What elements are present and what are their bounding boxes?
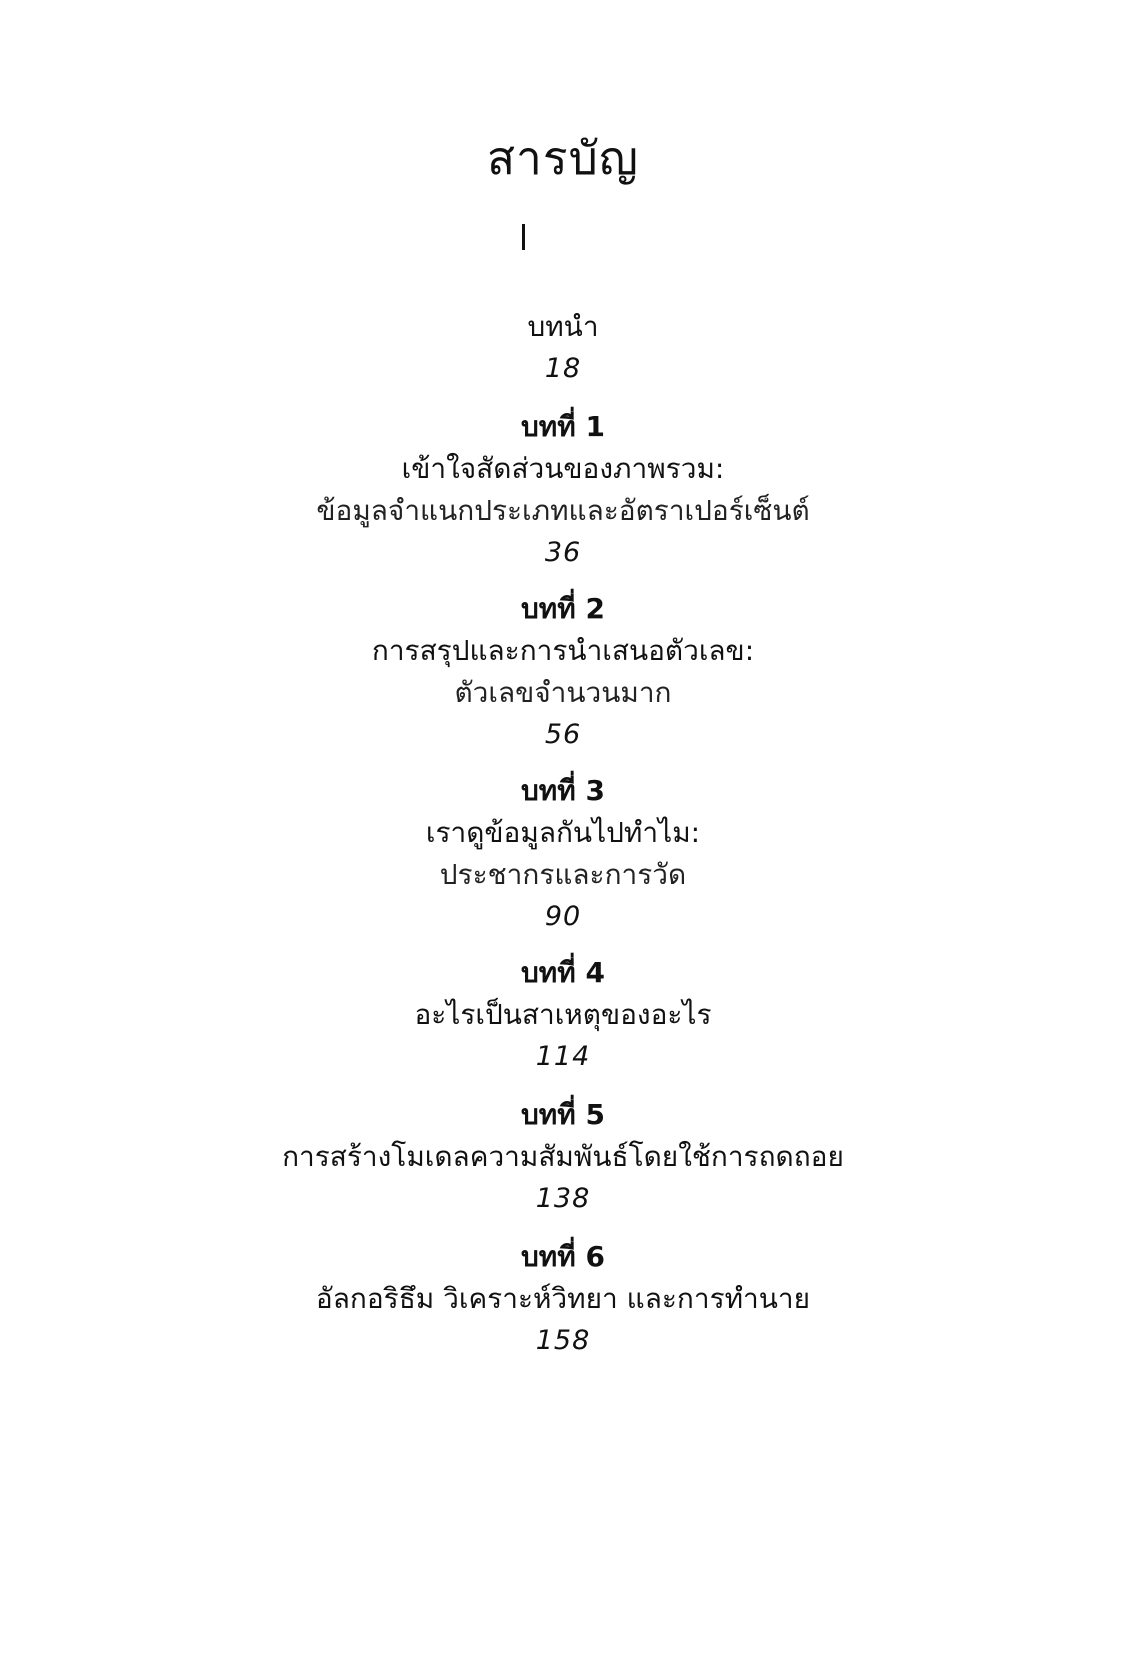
chapter-label: บทที่ 5 [521, 1098, 605, 1131]
toc-entry-chapter-5[interactable] [0, 1094, 1126, 1220]
toc-entry-intro[interactable] [0, 306, 1126, 390]
page-title: สารบัญ [486, 131, 639, 185]
chapter-label: บทที่ 4 [521, 956, 605, 989]
intro-page-number: 18 [544, 353, 582, 384]
title-divider [522, 224, 525, 250]
toc-entry-chapter-3[interactable] [0, 770, 1126, 938]
toc-entry-chapter-2[interactable] [0, 588, 1126, 756]
intro-label: บทนำ [527, 310, 599, 343]
chapter-label: บทที่ 2 [521, 592, 605, 625]
chapter-page-number: 36 [544, 537, 582, 568]
chapter-page-number: 138 [535, 1183, 591, 1214]
chapter-label: บทที่ 1 [521, 410, 605, 443]
chapter-title: การสร้างโมเดลความสัมพันธ์โดยใช้การถดถอย [282, 1140, 844, 1173]
chapter-title: อะไรเป็นสาเหตุของอะไร [414, 998, 712, 1031]
chapter-title: อัลกอริธึม วิเคราะห์วิทยา และการทำนาย [315, 1282, 811, 1315]
chapter-label: บทที่ 3 [521, 774, 605, 807]
chapter-title: การสรุปและการนำเสนอตัวเลข: [371, 634, 755, 667]
chapter-page-number: 56 [544, 719, 582, 750]
chapter-subtitle: ข้อมูลจำแนกประเภทและอัตราเปอร์เซ็นต์ [316, 494, 810, 527]
chapter-subtitle: ประชากรและการวัด [439, 858, 687, 891]
toc-entry-chapter-4[interactable] [0, 952, 1126, 1078]
chapter-page-number: 114 [535, 1041, 591, 1072]
toc-entry-chapter-6[interactable] [0, 1236, 1126, 1362]
chapter-subtitle: ตัวเลขจำนวนมาก [454, 676, 672, 709]
toc-entry-chapter-1[interactable] [0, 406, 1126, 574]
chapter-title: เราดูข้อมูลกันไปทำไม: [425, 816, 701, 849]
chapter-label: บทที่ 6 [521, 1240, 605, 1273]
chapter-page-number: 158 [535, 1325, 591, 1356]
chapter-title: เข้าใจสัดส่วนของภาพรวม: [401, 452, 725, 485]
chapter-page-number: 90 [544, 901, 582, 932]
